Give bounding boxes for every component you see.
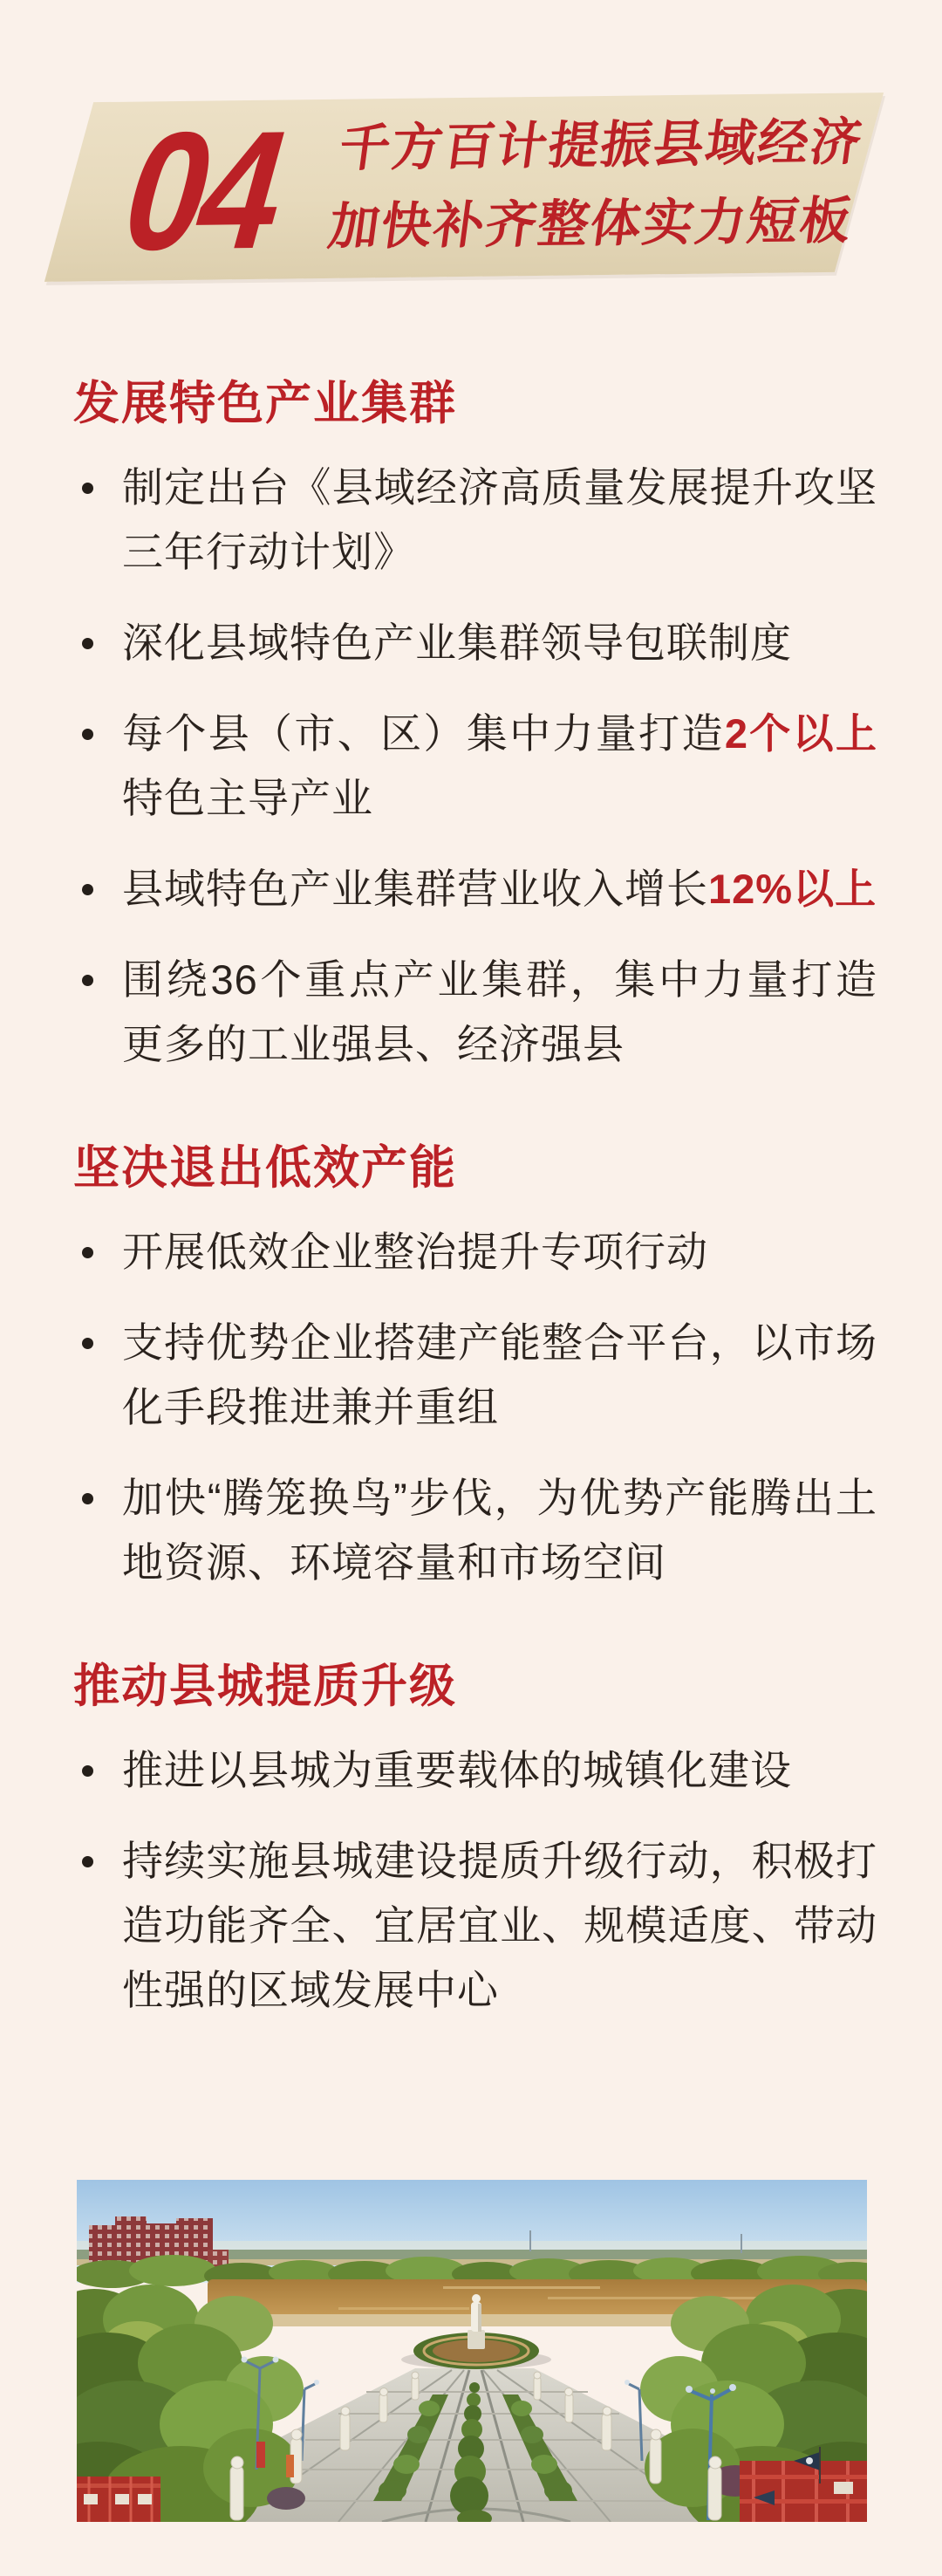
text-segment: 持续实施县城建设提质升级行动，积极打造功能齐全、宜居宜业、规模适度、带动性强的区域发展中心 (122, 1838, 877, 2013)
bullet-dot (82, 729, 93, 740)
bullet-dot (82, 1493, 93, 1504)
bullet-item (73, 456, 877, 585)
text-segment: 特色主导产业 (122, 775, 373, 821)
text-segment: 支持优势企业搭建产能整合平台，以市场化手段推进兼并重组 (122, 1319, 877, 1430)
banner-title-line-2: 加快补齐整体实力短板 (324, 193, 856, 257)
bullet-text (122, 620, 792, 666)
bullet-text (122, 956, 877, 1067)
bullet-item (73, 1738, 877, 1803)
bullet-dot (82, 1338, 93, 1349)
bullet-text (122, 710, 877, 821)
bullet-text (122, 1475, 877, 1586)
section-2 (73, 1138, 877, 1595)
section-heading: 坚决退出低效产能 (73, 1142, 457, 1194)
section-heading: 发展特色产业集群 (73, 378, 457, 429)
text-segment: 围绕36个重点产业集群，集中力量打造更多的工业强县、经济强县 (122, 956, 877, 1067)
bullet-dot (82, 638, 93, 649)
bullet-list (73, 1738, 877, 2023)
bullet-item (73, 611, 877, 675)
bullet-item (73, 1220, 877, 1285)
park-aerial-photo (77, 2180, 867, 2522)
highlight-text: 12%以上 (708, 866, 877, 912)
bullet-dot (82, 483, 93, 494)
bullet-dot (82, 1247, 93, 1258)
bullet-item (73, 1311, 877, 1440)
text-segment: 每个县（市、区）集中力量打造 (122, 710, 725, 757)
section-number: 04 (104, 94, 303, 285)
section-1 (73, 373, 877, 1077)
bullet-dot (82, 1856, 93, 1867)
bullet-item (73, 1829, 877, 2023)
bullet-item (73, 1466, 877, 1595)
bullet-text (122, 1229, 708, 1275)
text-segment: 深化县域特色产业集群领导包联制度 (122, 620, 792, 666)
text-segment: 加快“腾笼换鸟”步伐，为优势产能腾出土地资源、环境容量和市场空间 (122, 1475, 877, 1586)
section-banner (44, 92, 884, 285)
text-segment: 推进以县城为重要载体的城镇化建设 (122, 1747, 792, 1793)
bullet-text (122, 1747, 792, 1793)
highlight-text: 2个以上 (724, 710, 878, 757)
section-heading: 推动县城提质升级 (73, 1661, 457, 1712)
bullet-item (73, 702, 877, 831)
bullet-item (73, 948, 877, 1077)
text-segment: 制定出台《县域经济高质量发展提升攻坚三年行动计划》 (122, 464, 877, 575)
section-3 (73, 1656, 877, 2023)
content-sections (73, 373, 877, 2049)
banner-title-line-1: 千方百计提振县域经济 (335, 113, 867, 177)
text-segment: 开展低效企业整治提升专项行动 (122, 1229, 708, 1275)
banner-title (323, 103, 867, 268)
photo-red-fence-left (77, 2477, 160, 2522)
bullet-list (73, 1220, 877, 1595)
bullet-dot (82, 975, 93, 986)
bullet-text (122, 866, 877, 912)
bullet-list (73, 456, 877, 1077)
bullet-dot (82, 884, 93, 895)
bullet-item (73, 857, 877, 921)
bullet-text (122, 464, 877, 575)
text-segment: 县域特色产业集群营业收入增长 (122, 866, 708, 912)
bullet-dot (82, 1765, 93, 1777)
bullet-text (122, 1838, 877, 2013)
bullet-text (122, 1319, 877, 1430)
